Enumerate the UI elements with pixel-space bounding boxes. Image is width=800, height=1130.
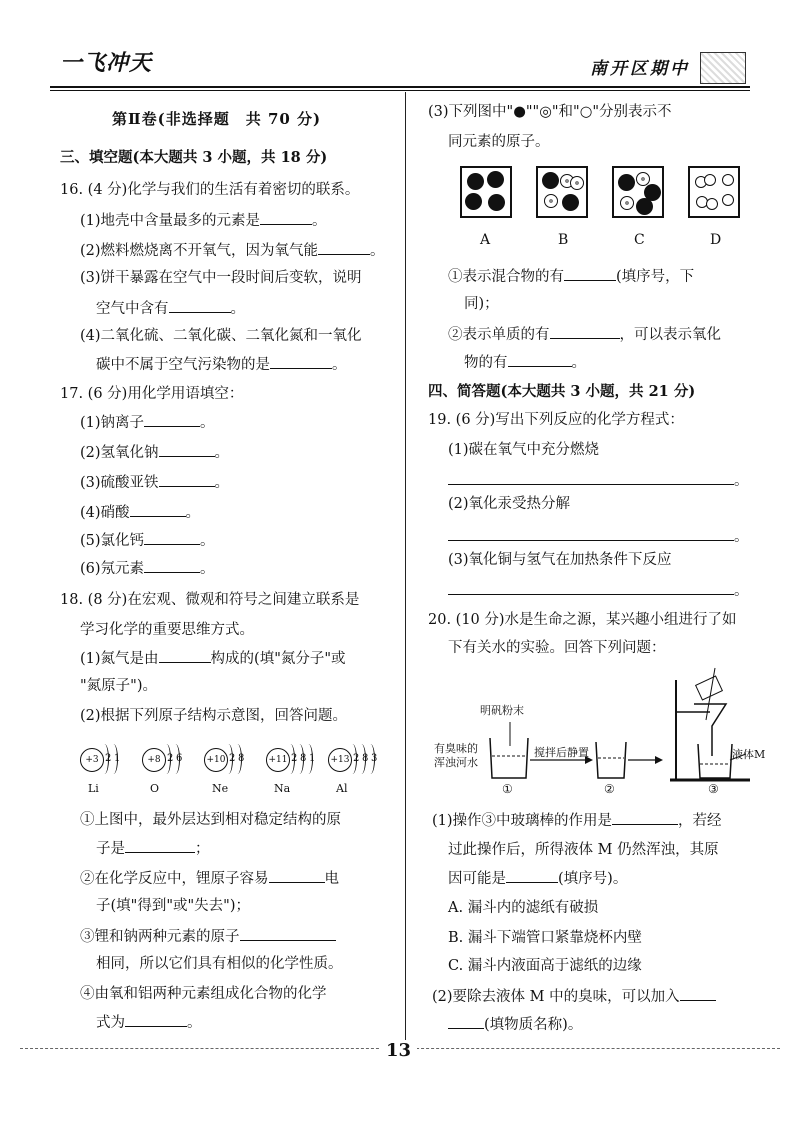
hollow-atom-icon bbox=[722, 194, 734, 206]
q19-stem: 19. (6 分)写出下列反应的化学方程式： bbox=[428, 412, 684, 428]
atom-nucleus: +10 bbox=[204, 748, 228, 772]
part3-heading: 三、填空题(本大题共 3 小题，共 18 分) bbox=[60, 149, 328, 166]
q17-answer3-blank[interactable] bbox=[159, 472, 215, 487]
dark-atom-icon bbox=[542, 172, 559, 189]
apparatus-drawing bbox=[430, 660, 760, 800]
q19-item3-answer: 。 bbox=[448, 580, 749, 601]
q18-3-r1-blank[interactable] bbox=[564, 266, 616, 281]
q17-answer4-blank[interactable] bbox=[130, 502, 186, 517]
hollow-atom-icon bbox=[704, 174, 716, 186]
header-rule bbox=[50, 86, 750, 88]
box-label-a: A bbox=[480, 232, 491, 248]
q19-answer1-blank[interactable] bbox=[448, 470, 734, 485]
electron-count: 8 bbox=[300, 753, 307, 764]
atom-diagram-o bbox=[142, 742, 202, 802]
q16-part1: (1)地壳中含量最多的元素是 。 bbox=[80, 210, 327, 231]
q18-stem-line1: 18. (8 分)在宏观、微观和符号之间建立联系是 bbox=[60, 592, 360, 608]
q18-3-stem-line1: (3)下列图中"●""◎"和"○"分别表示不 bbox=[428, 104, 672, 120]
river-water-label-1: 有臭味的 bbox=[434, 742, 478, 755]
atom-nucleus: +3 bbox=[80, 748, 104, 772]
q18-c1-line2: 子是 ； bbox=[96, 838, 210, 859]
q18-c1-line1: ①上图中，最外层达到相对稳定结构的原 bbox=[80, 812, 341, 828]
q17-stem: 17. (6 分)用化学用语填空： bbox=[60, 386, 244, 402]
q18-3-stem-line2: 同元素的原子。 bbox=[448, 134, 550, 150]
q20-option-b: B. 漏斗下端管口紧靠烧杯内壁 bbox=[448, 930, 642, 946]
q20-answer3-blank-cont[interactable] bbox=[448, 1014, 484, 1029]
q18-c4-blank[interactable] bbox=[125, 1012, 187, 1027]
atom-nucleus: +11 bbox=[266, 748, 290, 772]
particle-box-d bbox=[688, 166, 740, 218]
q20-part2-line1: (2)要除去液体 M 中的臭味，可以加入 bbox=[432, 986, 716, 1007]
q17-answer1-blank[interactable] bbox=[144, 412, 200, 427]
electron-count: 2 bbox=[167, 753, 174, 764]
dark-atom-icon bbox=[618, 174, 635, 191]
electron-count: 8 bbox=[362, 753, 369, 764]
q17-item4: (4)硝酸 。 bbox=[80, 502, 200, 523]
q17-item5: (5)氯化钙 。 bbox=[80, 530, 215, 551]
atom-diagram-li bbox=[80, 742, 140, 802]
q17-item1: (1)钠离子 。 bbox=[80, 412, 215, 433]
atom-nucleus: +13 bbox=[328, 748, 352, 772]
particle-box-b bbox=[536, 166, 588, 218]
particle-box-a bbox=[460, 166, 512, 218]
electron-count: 2 bbox=[105, 753, 112, 764]
dotted-atom-icon bbox=[620, 196, 634, 210]
electron-count: 2 bbox=[291, 753, 298, 764]
step-3-label: ③ bbox=[708, 782, 719, 796]
dotted-atom-icon bbox=[570, 176, 584, 190]
q20-option-a: A. 漏斗内的滤纸有破损 bbox=[448, 900, 599, 916]
q16-part4-line2: 碳中不属于空气污染物的是 。 bbox=[96, 354, 347, 375]
river-water-label-2: 浑浊河水 bbox=[434, 756, 478, 769]
hollow-atom-icon bbox=[722, 174, 734, 186]
beaker-3 bbox=[698, 744, 732, 778]
q19-item1: (1)碳在氧气中充分燃烧 bbox=[448, 442, 600, 458]
element-symbol-label: Li bbox=[88, 782, 99, 795]
header-logo bbox=[700, 52, 746, 84]
page-number: 13 bbox=[380, 1040, 417, 1061]
electron-count: 1 bbox=[309, 753, 316, 764]
step-1-label: ① bbox=[502, 782, 513, 796]
atom-structure-diagrams bbox=[80, 742, 400, 802]
q18-3-r1-line2: 同)； bbox=[464, 296, 499, 312]
q18-c3-line2: 相同，所以它们具有相似的化学性质。 bbox=[96, 956, 343, 972]
q18-c1-blank[interactable] bbox=[125, 838, 195, 853]
dark-atom-icon bbox=[636, 198, 653, 215]
arrow-head-icon bbox=[655, 756, 663, 764]
q17-answer2-blank[interactable] bbox=[159, 442, 215, 457]
electron-count: 2 bbox=[229, 753, 236, 764]
atom-diagram-al bbox=[328, 742, 388, 802]
box-label-b: B bbox=[558, 232, 569, 248]
q17-item6: (6)氖元素 。 bbox=[80, 558, 215, 579]
dotted-atom-icon bbox=[544, 194, 558, 208]
electron-count: 6 bbox=[176, 753, 183, 764]
q19-item3: (3)氧化铜与氢气在加热条件下反应 bbox=[448, 552, 672, 568]
step-2-label: ② bbox=[604, 782, 615, 796]
section-title: 第Ⅱ卷(非选择题 共 70 分) bbox=[112, 110, 322, 128]
alum-label: 明矾粉末 bbox=[480, 704, 524, 717]
q19-answer2-blank[interactable] bbox=[448, 526, 734, 541]
pouring-beaker bbox=[696, 676, 723, 700]
q18-c2-line2: 子(填"得到"或"失去")； bbox=[96, 898, 250, 914]
q19-item2: (2)氧化汞受热分解 bbox=[448, 496, 571, 512]
hollow-atom-icon bbox=[706, 198, 718, 210]
q18-c4-line1: ④由氧和铝两种元素组成化合物的化学 bbox=[80, 986, 327, 1002]
part4-heading: 四、简答题(本大题共 3 小题，共 21 分) bbox=[428, 383, 696, 400]
electron-count: 2 bbox=[353, 753, 360, 764]
q18-c4-line2: 式为 。 bbox=[96, 1012, 202, 1033]
q18-stem-line2: 学习化学的重要思维方式。 bbox=[80, 622, 254, 638]
q18-3-r1-line1: ①表示混合物的有 (填序号，下 bbox=[448, 266, 694, 287]
water-purification-diagram bbox=[430, 660, 766, 800]
q16-answer1-blank[interactable] bbox=[260, 210, 312, 225]
q18-part2: (2)根据下列原子结构示意图，回答问题。 bbox=[80, 708, 348, 724]
q18-c2-line1: ②在化学反应中，锂原子容易 电 bbox=[80, 868, 339, 889]
beaker-2 bbox=[596, 742, 626, 778]
q16-answer4-blank[interactable] bbox=[270, 354, 332, 369]
glass-rod bbox=[706, 668, 715, 720]
beaker-1 bbox=[490, 738, 528, 778]
q20-part1-line3: 因可能是 (填序号)。 bbox=[448, 868, 627, 889]
q17-item2: (2)氢氧化钠 。 bbox=[80, 442, 229, 463]
q16-part4-line1: (4)二氧化硫、二氧化碳、二氧化氮和一氧化 bbox=[80, 328, 362, 344]
q20-stem-line1: 20. (10 分)水是生命之源，某兴趣小组进行了如 bbox=[428, 612, 737, 628]
header-series-title: 一飞冲天 bbox=[60, 51, 153, 76]
q20-option-c: C. 漏斗内液面高于滤纸的边缘 bbox=[448, 958, 642, 974]
atom-diagram-na bbox=[266, 742, 326, 802]
q18-3-r2-blank1[interactable] bbox=[550, 324, 620, 339]
electron-count: 3 bbox=[371, 753, 378, 764]
q20-answer3-blank[interactable] bbox=[680, 986, 716, 1001]
q18-3-r2-line1: ②表示单质的有 ，可以表示氧化 bbox=[448, 324, 721, 345]
q19-item1-answer: 。 bbox=[448, 470, 749, 491]
particle-box-c bbox=[612, 166, 664, 218]
element-symbol-label: Al bbox=[336, 782, 348, 795]
q17-answer6-blank[interactable] bbox=[144, 558, 200, 573]
header-exam-title: 南开区期中 bbox=[590, 59, 690, 79]
dark-atom-icon bbox=[467, 173, 484, 190]
atom-diagram-ne bbox=[204, 742, 264, 802]
q18-part1-line1: (1)氮气是由 构成的(填"氮分子"或 bbox=[80, 648, 346, 669]
q20-part1-line1: (1)操作③中玻璃棒的作用是 ，若经 bbox=[432, 810, 722, 831]
electron-count: 8 bbox=[238, 753, 245, 764]
q20-part1-line2: 过此操作后，所得液体 M 仍然浑浊，其原 bbox=[448, 842, 719, 858]
element-symbol-label: Na bbox=[274, 782, 291, 795]
box-label-c: C bbox=[634, 232, 645, 248]
element-symbol-label: O bbox=[150, 782, 160, 795]
q20-answer1-blank[interactable] bbox=[612, 810, 678, 825]
q18-3-r2-line2: 物的有 。 bbox=[464, 352, 586, 373]
q17-answer5-blank[interactable] bbox=[144, 530, 200, 545]
q17-item3: (3)硫酸亚铁 。 bbox=[80, 472, 229, 493]
liquid-m-label: 液体M bbox=[732, 748, 766, 761]
q20-answer2-blank[interactable] bbox=[506, 868, 558, 883]
element-symbol-label: Ne bbox=[212, 782, 229, 795]
dark-atom-icon bbox=[562, 194, 579, 211]
q18-c2-blank[interactable] bbox=[269, 868, 325, 883]
q18-c3-line1: ③锂和钠两种元素的原子 bbox=[80, 926, 336, 947]
q19-answer3-blank[interactable] bbox=[448, 580, 734, 595]
q16-part2: (2)燃料燃烧离不开氧气，因为氧气能 。 bbox=[80, 240, 385, 261]
q18-c3-blank[interactable] bbox=[240, 926, 336, 941]
q20-stem-line2: 下有关水的实验。回答下列问题： bbox=[448, 640, 666, 656]
dark-atom-icon bbox=[488, 194, 505, 211]
particle-model-diagrams bbox=[460, 166, 750, 246]
q16-part3-line2: 空气中含有 。 bbox=[96, 298, 245, 319]
column-divider bbox=[405, 92, 406, 1042]
box-label-d: D bbox=[710, 232, 722, 248]
q19-item2-answer: 。 bbox=[448, 526, 749, 547]
q16-answer3-blank[interactable] bbox=[169, 298, 231, 313]
atom-nucleus: +8 bbox=[142, 748, 166, 772]
stir-settle-label: 搅拌后静置 bbox=[534, 746, 589, 759]
q20-part2-line2: (填物质名称)。 bbox=[448, 1014, 582, 1035]
q16-stem: 16. (4 分)化学与我们的生活有着密切的联系。 bbox=[60, 182, 360, 198]
dark-atom-icon bbox=[487, 171, 504, 188]
q16-answer2-blank[interactable] bbox=[318, 240, 370, 255]
dark-atom-icon bbox=[465, 193, 482, 210]
electron-count: 1 bbox=[114, 753, 121, 764]
q18-part1-line2: "氮原子")。 bbox=[80, 678, 157, 694]
q16-part3-line1: (3)饼干暴露在空气中一段时间后变软，说明 bbox=[80, 270, 362, 286]
header-rule-thin bbox=[50, 90, 750, 91]
q18-3-r2-blank2[interactable] bbox=[508, 352, 572, 367]
q18-answer1-blank[interactable] bbox=[159, 648, 211, 663]
